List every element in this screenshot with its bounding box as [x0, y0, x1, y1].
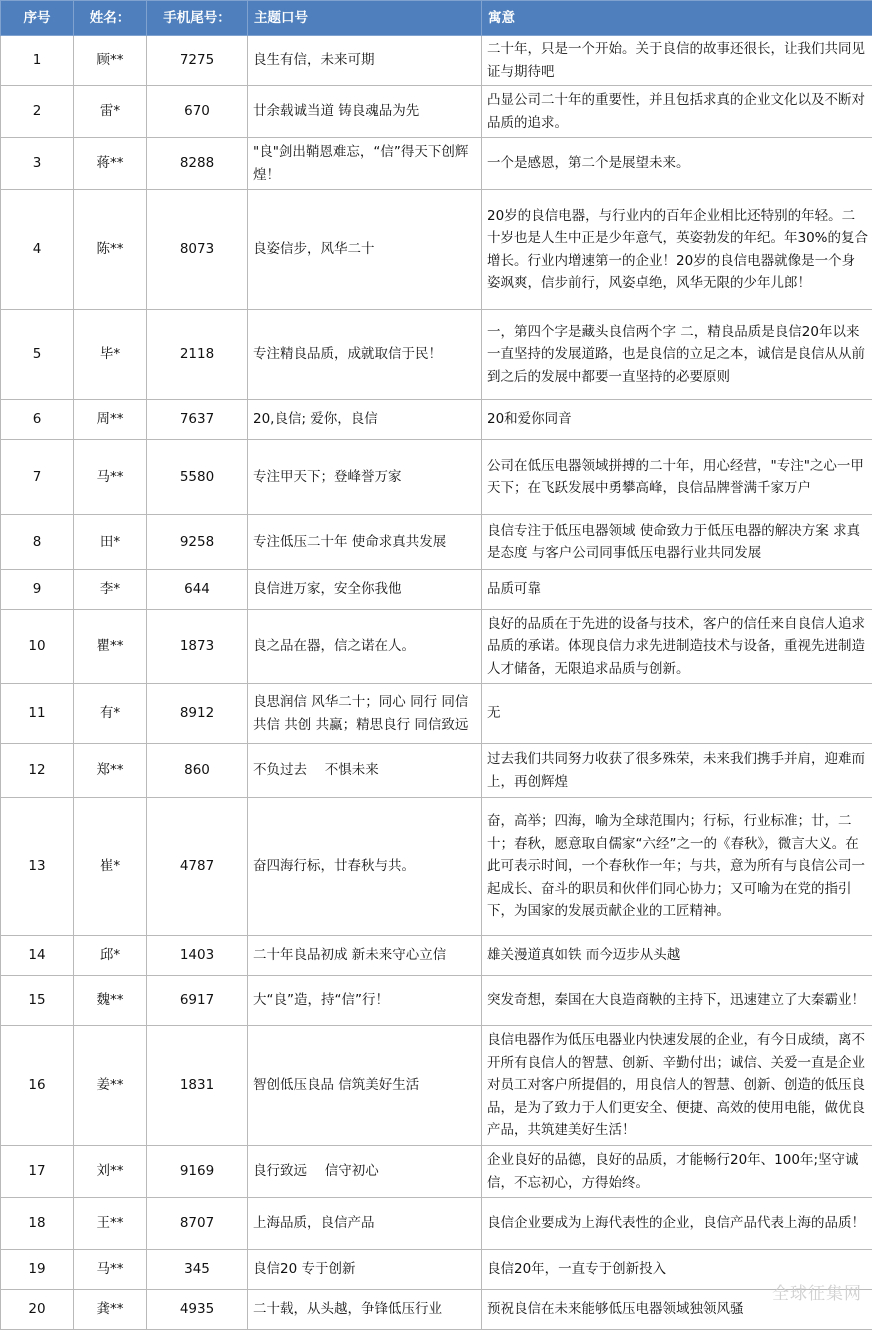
table-row [1, 936, 872, 976]
cell-name: 邱* [74, 936, 147, 976]
cell-no: 19 [1, 1250, 74, 1290]
cell-meaning: 一个是感恩，第二个是展望未来。 [482, 138, 872, 190]
cell-meaning: 二十年，只是一个开始。关于良信的故事还很长，让我们共同见证与期待吧 [482, 36, 872, 86]
cell-phone: 1831 [147, 1026, 248, 1146]
cell-meaning: 奋，高举；四海，喻为全球范围内；行标，行业标准；廿，二十；春秋，愿意取自儒家“六经”之一的《春秋》，微言大义。在此可表示时间，一个春秋作一年；与共，意为所有与良信公司一起成长、奋斗的职员和伙伴们同心协力；又可喻为在党的指引下，为国家的发展贡献企业的工匠精神。 [482, 798, 872, 936]
cell-name: 毕* [74, 310, 147, 400]
cell-phone: 9258 [147, 515, 248, 570]
header-name: 姓名： [74, 1, 147, 36]
cell-slogan: 廿余载诚当道 铸良魂品为先 [248, 86, 482, 138]
cell-name: 崔* [74, 798, 147, 936]
cell-meaning: 企业良好的品德，良好的品质，才能畅行20年、100年;坚守诚信，不忘初心，方得始终。 [482, 1146, 872, 1198]
cell-phone: 860 [147, 744, 248, 798]
cell-phone: 7275 [147, 36, 248, 86]
cell-name: 田* [74, 515, 147, 570]
table-row [1, 1250, 872, 1290]
cell-no: 9 [1, 570, 74, 610]
cell-meaning: 雄关漫道真如铁 而今迈步从头越 [482, 936, 872, 976]
cell-name: 王** [74, 1198, 147, 1250]
cell-phone: 644 [147, 570, 248, 610]
table-row [1, 310, 872, 400]
cell-no: 15 [1, 976, 74, 1026]
cell-no: 12 [1, 744, 74, 798]
cell-slogan: 良生有信，未来可期 [248, 36, 482, 86]
cell-meaning: 20岁的良信电器，与行业内的百年企业相比还特别的年轻。二十岁也是人生中正是少年意气，英姿勃发的年纪。年30%的复合增长。行业内增速第一的企业！20岁的良信电器就像是一个身姿飒爽，信步前行，风姿卓绝，风华无限的少年儿郎！ [482, 190, 872, 310]
header-phone: 手机尾号： [147, 1, 248, 36]
cell-phone: 4935 [147, 1290, 248, 1330]
cell-slogan: 良思润信 风华二十；同心 同行 同信 共信 共创 共赢；精思良行 同信致远 [248, 684, 482, 744]
cell-slogan: 专注甲天下；登峰誉万家 [248, 440, 482, 515]
cell-name: 周** [74, 400, 147, 440]
table-body [1, 36, 872, 1330]
table-row [1, 190, 872, 310]
table-row [1, 684, 872, 744]
cell-slogan: "良"剑出鞘恩难忘，“信”得天下创辉煌！ [248, 138, 482, 190]
cell-no: 11 [1, 684, 74, 744]
table-row [1, 400, 872, 440]
cell-phone: 6917 [147, 976, 248, 1026]
table-row [1, 36, 872, 86]
cell-meaning: 一，第四个字是藏头良信两个字 二，精良品质是良信20年以来一直坚持的发展道路，也是良信的立足之本，诚信是良信从从前到之后的发展中都要一直坚持的必要原则 [482, 310, 872, 400]
table-row [1, 440, 872, 515]
header-row [1, 1, 872, 36]
cell-phone: 9169 [147, 1146, 248, 1198]
cell-name: 陈** [74, 190, 147, 310]
cell-no: 8 [1, 515, 74, 570]
cell-slogan: 二十年良品初成 新未来守心立信 [248, 936, 482, 976]
cell-no: 3 [1, 138, 74, 190]
cell-meaning: 过去我们共同努力收获了很多殊荣，未来我们携手并肩，迎难而上，再创辉煌 [482, 744, 872, 798]
cell-no: 14 [1, 936, 74, 976]
cell-no: 2 [1, 86, 74, 138]
cell-no: 10 [1, 610, 74, 684]
cell-phone: 5580 [147, 440, 248, 515]
cell-slogan: 大“良”造，持“信”行！ [248, 976, 482, 1026]
cell-name: 郑** [74, 744, 147, 798]
cell-phone: 1403 [147, 936, 248, 976]
cell-phone: 2118 [147, 310, 248, 400]
cell-no: 18 [1, 1198, 74, 1250]
table-row [1, 798, 872, 936]
cell-slogan: 良之品在器，信之诺在人。 [248, 610, 482, 684]
cell-name: 刘** [74, 1146, 147, 1198]
table-row [1, 1290, 872, 1330]
table-row [1, 744, 872, 798]
cell-slogan: 20,良信; 爱你，良信 [248, 400, 482, 440]
cell-name: 瞿** [74, 610, 147, 684]
cell-no: 7 [1, 440, 74, 515]
cell-meaning: 良信企业要成为上海代表性的企业，良信产品代表上海的品质！ [482, 1198, 872, 1250]
header-meaning: 寓意 [482, 1, 872, 36]
cell-slogan: 良姿信步，风华二十 [248, 190, 482, 310]
cell-name: 马** [74, 440, 147, 515]
cell-phone: 345 [147, 1250, 248, 1290]
cell-slogan: 不负过去 不惧未来 [248, 744, 482, 798]
cell-no: 20 [1, 1290, 74, 1330]
cell-slogan: 良信进万家，安全你我他 [248, 570, 482, 610]
cell-no: 1 [1, 36, 74, 86]
cell-meaning: 良信专注于低压电器领域 使命致力于低压电器的解决方案 求真是态度 与客户公司同事低压电器行业共同发展 [482, 515, 872, 570]
cell-meaning: 20和爱你同音 [482, 400, 872, 440]
table-row [1, 570, 872, 610]
table-row [1, 138, 872, 190]
cell-no: 16 [1, 1026, 74, 1146]
cell-no: 6 [1, 400, 74, 440]
cell-name: 魏** [74, 976, 147, 1026]
cell-meaning: 良好的品质在于先进的设备与技术，客户的信任来自良信人追求品质的承诺。体现良信力求先进制造技术与设备，重视先进制造人才储备，无限追求品质与创新。 [482, 610, 872, 684]
cell-slogan: 奋四海行标，廿春秋与共。 [248, 798, 482, 936]
cell-meaning: 良信电器作为低压电器业内快速发展的企业，有今日成绩，离不开所有良信人的智慧、创新、辛勤付出；诚信、关爱一直是企业对员工对客户所提倡的，用良信人的智慧、创新、创造的低压良品，是为了致力于人们更安全、便捷、高效的使用电能，做优良产品，共筑建美好生活！ [482, 1026, 872, 1146]
cell-no: 5 [1, 310, 74, 400]
cell-name: 雷* [74, 86, 147, 138]
cell-phone: 8073 [147, 190, 248, 310]
cell-name: 龚** [74, 1290, 147, 1330]
cell-meaning: 良信20年，一直专于创新投入 [482, 1250, 872, 1290]
cell-name: 有* [74, 684, 147, 744]
cell-meaning: 公司在低压电器领域拼搏的二十年，用心经营，"专注"之心一甲天下；在飞跃发展中勇攀高峰，良信品牌誉满千家万户 [482, 440, 872, 515]
cell-meaning: 无 [482, 684, 872, 744]
table-row [1, 1026, 872, 1146]
cell-no: 13 [1, 798, 74, 936]
table-row [1, 515, 872, 570]
cell-slogan: 上海品质，良信产品 [248, 1198, 482, 1250]
cell-name: 蒋** [74, 138, 147, 190]
cell-meaning: 品质可靠 [482, 570, 872, 610]
table-row [1, 976, 872, 1026]
cell-phone: 8288 [147, 138, 248, 190]
cell-name: 顾** [74, 36, 147, 86]
cell-meaning: 突发奇想，秦国在大良造商鞅的主持下，迅速建立了大秦霸业！ [482, 976, 872, 1026]
cell-slogan: 专注低压二十年 使命求真共发展 [248, 515, 482, 570]
cell-meaning: 凸显公司二十年的重要性，并且包括求真的企业文化以及不断对品质的追求。 [482, 86, 872, 138]
cell-phone: 8707 [147, 1198, 248, 1250]
cell-phone: 7637 [147, 400, 248, 440]
cell-phone: 1873 [147, 610, 248, 684]
table-row [1, 610, 872, 684]
cell-slogan: 二十载，从头越，争锋低压行业 [248, 1290, 482, 1330]
cell-phone: 4787 [147, 798, 248, 936]
cell-meaning: 预祝良信在未来能够低压电器领域独领风骚 [482, 1290, 872, 1330]
table-row [1, 86, 872, 138]
cell-no: 17 [1, 1146, 74, 1198]
cell-slogan: 专注精良品质，成就取信于民！ [248, 310, 482, 400]
cell-phone: 8912 [147, 684, 248, 744]
header-slogan: 主题口号 [248, 1, 482, 36]
table-row [1, 1146, 872, 1198]
header-no: 序号 [1, 1, 74, 36]
cell-slogan: 良信20 专于创新 [248, 1250, 482, 1290]
cell-slogan: 良行致远 信守初心 [248, 1146, 482, 1198]
cell-phone: 670 [147, 86, 248, 138]
cell-name: 马** [74, 1250, 147, 1290]
cell-name: 李* [74, 570, 147, 610]
cell-slogan: 智创低压良品 信筑美好生活 [248, 1026, 482, 1146]
watermark: 全球征集网 [772, 1284, 862, 1304]
cell-no: 4 [1, 190, 74, 310]
table-row [1, 1198, 872, 1250]
cell-name: 姜** [74, 1026, 147, 1146]
